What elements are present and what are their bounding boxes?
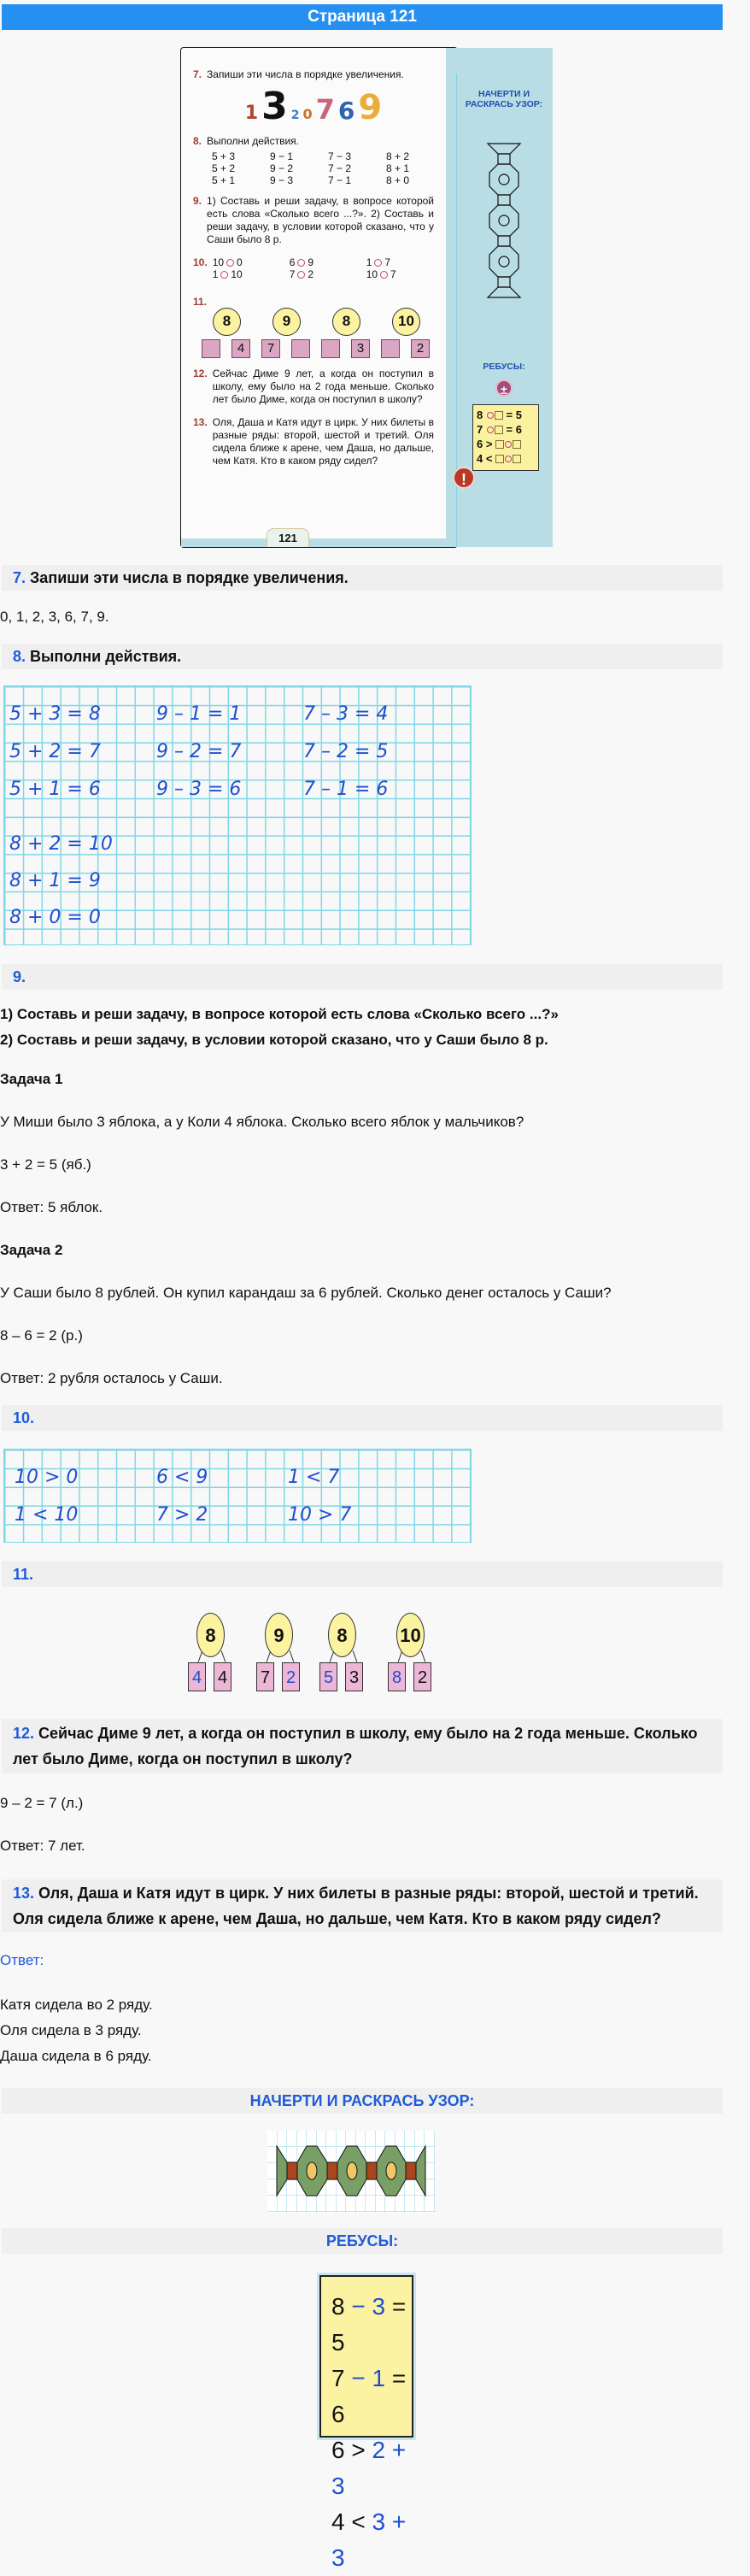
handwritten-expression: 9 – 3 = 6 [156,779,242,800]
textbook-task-11-num: 11. [193,296,208,308]
page-title-bar [2,4,723,30]
handwritten-expression: 5 + 2 = 7 [9,741,101,762]
handwritten-expression: 5 + 3 = 8 [9,703,101,725]
colored-digit: 2 [290,109,300,122]
colored-digit: 0 [302,106,313,122]
rebus-line: 4 < 3 + 3 [331,2508,407,2571]
task-9-problem-2-text: У Саши было 8 рублей. Он купил карандаш за 6 рублей. Сколько денег осталось у Саши? [0,1285,612,1301]
task-12-solution: 9 – 2 = 7 (л.) [0,1795,84,1811]
colored-digit: 6 [337,97,355,125]
number-house: 10 8 2 [388,1613,436,1691]
textbook-task-13: 13. Оля, Даша и Катя идут в цирк. У них билеты в разные ряды: второй, шестой и третий. Оля сидела ближе к арене, чем Даша, но дальше, чем Катя. Кто в каком ряду сидел? [193,416,434,467]
handwritten-expression: 8 + 1 = 9 [9,870,101,891]
task-11-heading: 11. [2,1561,723,1587]
rebus-line: 6 > 2 + 3 [331,2437,407,2499]
handwritten-expression: 5 + 1 = 6 [9,779,101,800]
colored-digit: 1 [244,103,259,124]
rebus-heading: РЕБУСЫ: [2,2228,723,2254]
handwritten-expression: 8 + 0 = 0 [9,907,101,928]
task-8-heading: 8. Выполни действия. [2,644,723,669]
page-title: Страница 121 [308,8,417,26]
handwritten-expression: 9 – 1 = 1 [156,703,242,725]
textbook-colored-digits [193,85,434,128]
task-9-problem-2-solution: 8 – 6 = 2 (р.) [0,1327,83,1344]
task-13-answer-label: Ответ: [0,1952,44,1968]
exclamation-icon: ! [453,467,475,489]
task-13-answer-line: Катя сидела во 2 ряду. [0,1997,153,2013]
number-house: 8 4 [202,308,253,357]
octagon-pattern-icon [267,2131,435,2213]
colored-digit: 7 [315,93,335,126]
handwritten-expression: 8 + 2 = 10 [9,833,113,855]
task-12-heading: 12. Сейчас Диме 9 лет, а когда он поступил в школу, ему было на 2 года меньше. Сколько лет было Диме, когда он поступил в школу? [2,1719,723,1773]
textbook-page-number: 121 [267,528,309,547]
textbook-page-image [180,47,543,548]
number-house: 8 4 4 [188,1613,236,1691]
textbook-task-7: 7. Запиши эти числа в порядке увеличения. [193,68,404,80]
textbook-pattern-vertical-icon [484,142,524,313]
handwritten-expression: 9 – 2 = 7 [156,741,242,762]
task-9-problem-1-title: Задача 1 [0,1071,63,1087]
plus-minus-icon: ± [495,379,513,397]
colored-digit: 3 [261,85,288,128]
handwritten-comparison: 10 > 0 [15,1467,79,1488]
task-9-problem-1-text: У Миши было 3 яблока, а у Коли 4 яблока. Сколько всего яблок у мальчиков? [0,1114,524,1130]
task-9-heading: 9. [2,964,723,990]
task-13-heading: 13. Оля, Даша и Катя идут в цирк. У них билеты в разные ряды: второй, шестой и третий. Оля сидела ближе к арене, чем Даша, но дальше, чем Катя. Кто в каком ряду сидел? [2,1879,723,1932]
number-house: 10 2 [381,308,432,357]
task-7-heading: 7. Запиши эти числа в порядке увеличения. [2,565,723,591]
rebus-answer-card [319,2275,413,2571]
task-10-heading: 10. [2,1405,723,1431]
handwritten-comparison: 1 < 7 [288,1467,340,1488]
textbook-task-11-houses [202,308,432,357]
textbook-mini-rebus: 8 = 5 7 = 6 6 > 4 < [472,404,539,471]
handwritten-expression: 7 – 1 = 6 [303,779,389,800]
task-13-answer-line: Даша сидела в 6 ряду. [0,2048,152,2064]
textbook-rebus-title: РЕБУСЫ: [483,362,525,372]
textbook-task-12: 12. Сейчас Диме 9 лет, а когда он поступил в школу, ему было на 2 года меньше. Сколько лет было Диме, когда он поступил в школу? [193,368,434,405]
task-9-problem-2-answer: Ответ: 2 рубля осталось у Саши. [0,1370,223,1386]
task-9-problem-2-title: Задача 2 [0,1242,63,1258]
colored-digit: 9 [358,88,383,127]
task-9-problem-1-solution: 3 + 2 = 5 (яб.) [0,1156,91,1173]
rebus-line: 8 − 3 = 5 [331,2293,407,2355]
task-9-question-2: 2) Составь и реши задачу, в условии которой сказано, что у Саши было 8 р. [0,1032,548,1048]
textbook-task-8: 8. Выполни действия. [193,135,300,147]
handwritten-comparison: 7 > 2 [156,1504,208,1526]
number-house: 9 7 2 [256,1613,304,1691]
handwritten-expression: 7 – 3 = 4 [303,703,389,725]
colored-pattern-image [267,2131,435,2213]
handwritten-comparison: 6 < 9 [156,1467,208,1488]
task-10-grid-paper [3,1449,472,1543]
task-9-problem-1-answer: Ответ: 5 яблок. [0,1199,103,1215]
task-7-answer: 0, 1, 2, 3, 6, 7, 9. [0,609,109,625]
number-house: 8 3 [321,308,372,357]
textbook-left-column [181,48,446,547]
rebus-line: 7 − 1 = 6 [331,2365,407,2427]
handwritten-comparison: 1 < 10 [15,1504,79,1526]
textbook-task-9: 9. 1) Составь и реши задачу, в вопросе которой есть слова «Сколько всего ...?». 2) Составь и реши задачу, в условии которой сказано, что у Саши было 8 р. [193,195,434,245]
handwritten-comparison: 10 > 7 [288,1504,352,1526]
task-11-number-houses [188,1613,750,1691]
textbook-bottom-strip [181,538,446,547]
textbook-side-title: НАЧЕРТИ И РАСКРАСЬ УЗОР: [465,89,543,109]
number-house: 8 5 3 [319,1613,367,1691]
textbook-task-8-expressions: 5 + 3 9 − 1 7 − 3 8 + 2 5 + 2 9 − 2 7 − 2 8 + 1 5 + 1 9 − 3 7 − 1 8 + 0 [212,150,410,186]
task-9-question-1: 1) Составь и реши задачу, в вопросе которой есть слова «Сколько всего ...?» [0,1006,559,1022]
pattern-heading: НАЧЕРТИ И РАСКРАСЬ УЗОР: [2,2088,723,2114]
textbook-task-10: 10. 10 0 6 9 1 7 1 10 7 2 10 7 [193,256,396,280]
task-8-grid-paper [3,685,472,945]
handwritten-expression: 7 – 2 = 5 [303,741,389,762]
task-13-answer-line: Оля сидела в 3 ряду. [0,2022,142,2038]
number-house: 9 7 [261,308,313,357]
task-12-answer: Ответ: 7 лет. [0,1838,85,1854]
